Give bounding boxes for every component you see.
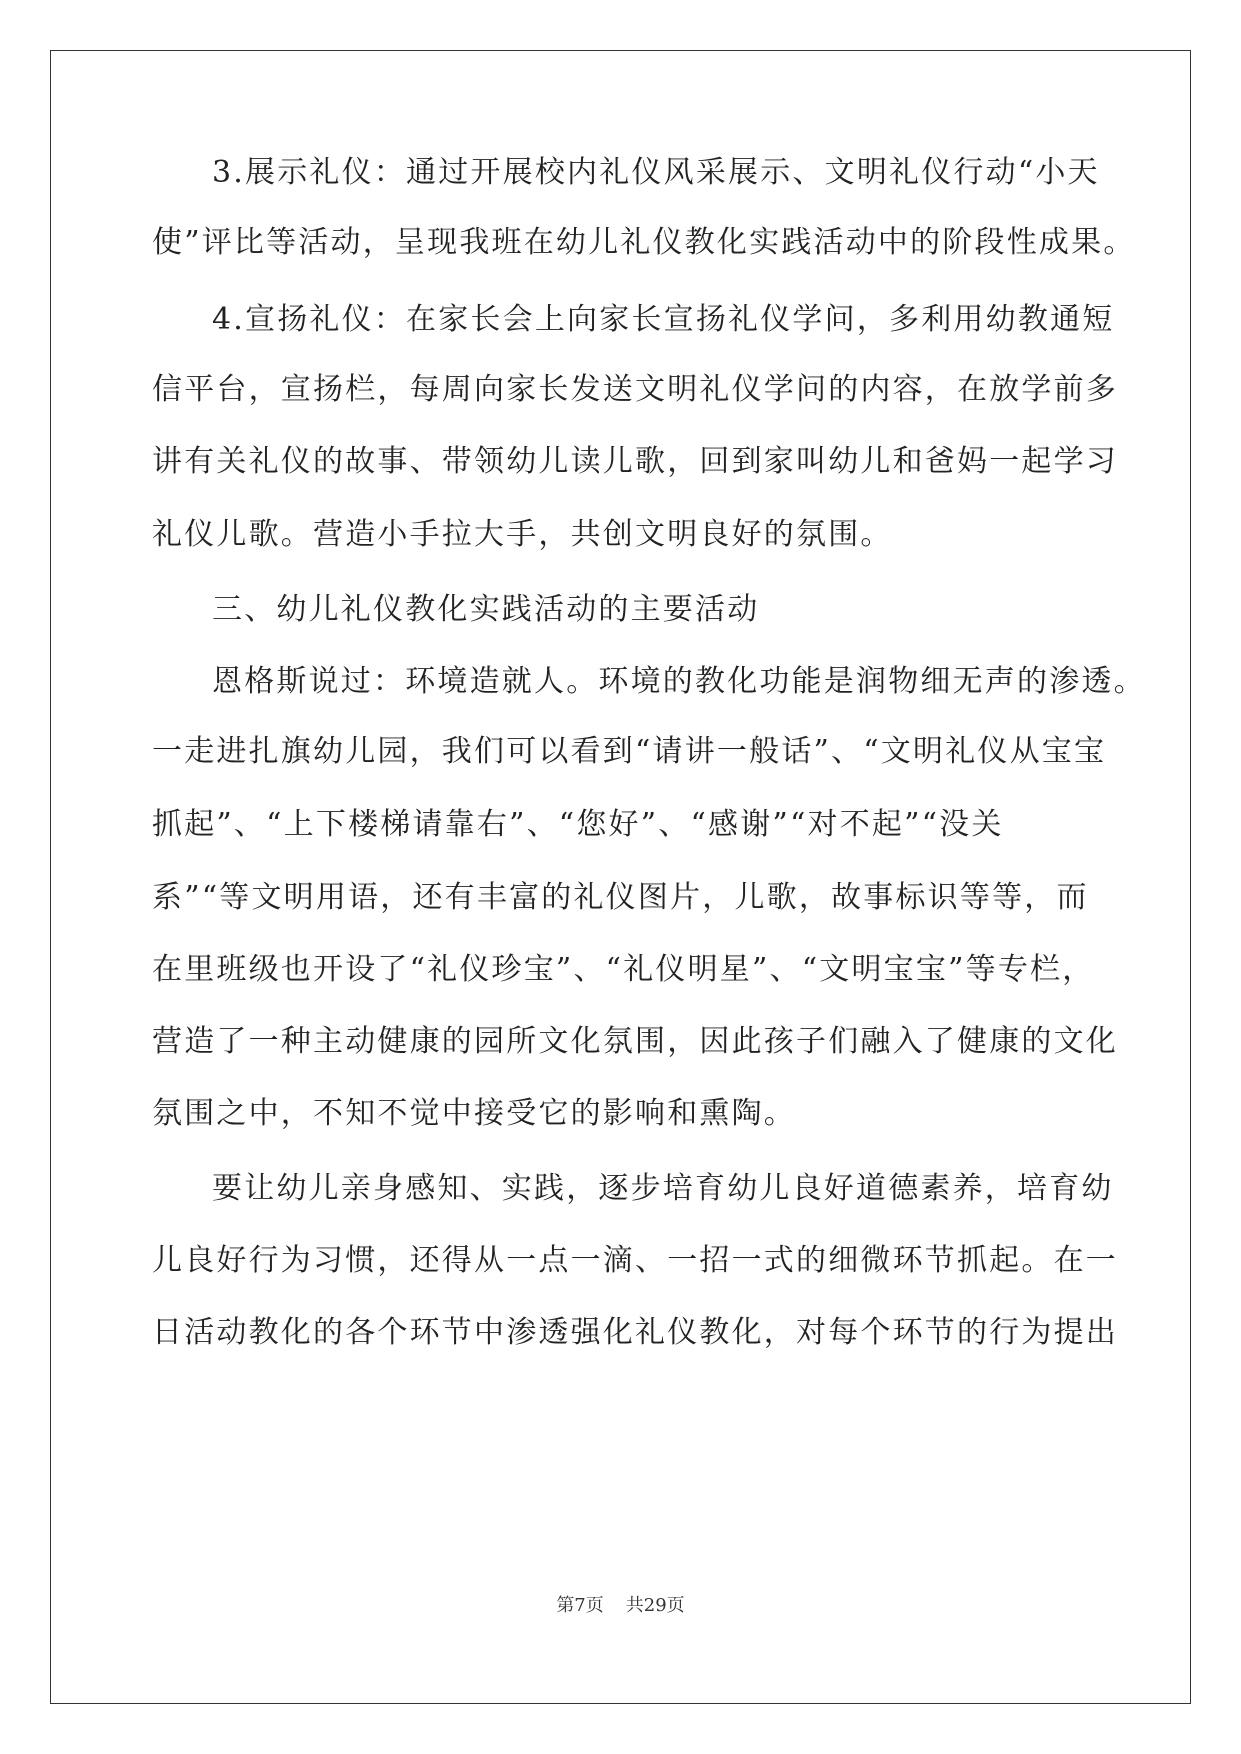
paragraph-line: 氛围之中，不知不觉中接受它的影响和熏陶。 — [152, 1096, 796, 1131]
paragraph-line: 使”评比等活动，呈现我班在幼儿礼仪教化实践活动中的阶段性成果。 — [152, 225, 1136, 260]
page-border — [50, 50, 1191, 1704]
paragraph-line: 要让幼儿亲身感知、实践，逐步培育幼儿良好道德素养，培育幼 — [212, 1171, 1114, 1206]
paragraph-line: 信平台，宣扬栏，每周向家长发送文明礼仪学问的内容，在放学前多 — [152, 372, 1118, 407]
paragraph-line: 日活动教化的各个环节中渗透强化礼仪教化，对每个环节的行为提出 — [152, 1315, 1118, 1350]
paragraph-line: 礼仪儿歌。营造小手拉大手，共创文明良好的氛围。 — [152, 517, 893, 552]
paragraph-line: 讲有关礼仪的故事、带领幼儿读儿歌，回到家叫幼儿和爸妈一起学习 — [152, 444, 1118, 479]
paragraph-line: 一走进扎旗幼儿园，我们可以看到“请讲一般话”、“文明礼仪从宝宝 — [152, 734, 1107, 769]
paragraph-line: 营造了一种主动健康的园所文化氛围，因此孩子们融入了健康的文化 — [152, 1024, 1118, 1059]
paragraph-line: 在里班级也开设了“礼仪珍宝”、“礼仪明星”、“文明宝宝”等专栏， — [152, 952, 1095, 987]
paragraph-line: 3.展示礼仪：通过开展校内礼仪风采展示、文明礼仪行动“小天 — [212, 155, 1100, 190]
current-page-number: 第7页 — [556, 1595, 604, 1616]
paragraph-line: 恩格斯说过：环境造就人。环境的教化功能是润物细无声的渗透。 — [212, 664, 1146, 699]
paragraph-line: 系”“等文明用语，还有丰富的礼仪图片，儿歌，故事标识等等，而 — [152, 880, 1089, 915]
paragraph-line: 儿良好行为习惯，还得从一点一滴、一招一式的细微环节抓起。在一 — [152, 1243, 1118, 1278]
paragraph-line: 4.宣扬礼仪：在家长会上向家长宣扬礼仪学问，多利用幼教通短 — [212, 302, 1115, 337]
paragraph-line: 抓起”、“上下楼梯请靠右”、“您好”、“感谢”“对不起”“没关 — [152, 807, 1004, 842]
section-heading: 三、幼儿礼仪教化实践活动的主要活动 — [212, 592, 760, 627]
page-footer — [0, 1594, 1241, 1618]
total-pages: 共29页 — [625, 1595, 685, 1616]
